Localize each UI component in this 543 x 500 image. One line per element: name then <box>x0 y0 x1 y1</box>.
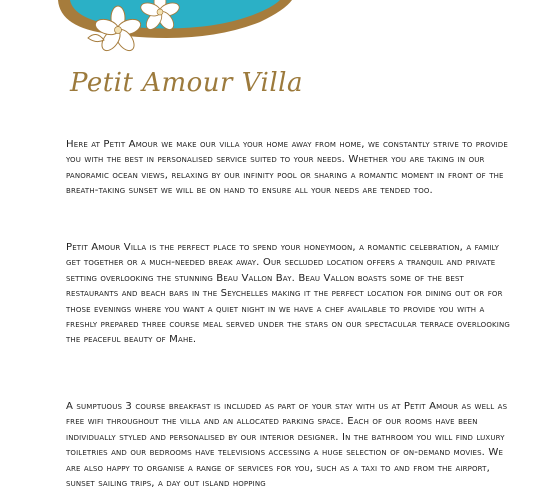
location-paragraph: Petit Amour Villa is the perfect place to spend your honeymoon, a romantic celebration, a family get together or a much-needed break away. Our secluded location offers a tranquil and private setting overlooking the stunning Beau Vallon Bay. Beau Vallon boasts some of the best restaurants and beach bars in the Seychelles making it the perfect location for dining out or for those evenings where you want a quiet night in we have a chef available to provide you with a freshly prepared three course meal served under the stars on our spectacular terrace overlooking the peaceful beauty of Mahe. <box>66 242 510 346</box>
villa-logo <box>0 0 543 110</box>
brand-wordmark: Petit Amour Villa <box>70 68 303 98</box>
intro-paragraph: Here at Petit Amour we make our villa your home away from home, we constantly strive to provide you with the best in personalised service suited to your needs. Whether you are taking in our panoramic ocean views, relaxing by our infinity pool or sharing a romantic moment in front of the breath-taking sunset we will be on hand to ensure all your needs are tended too. <box>66 139 508 197</box>
amenities-paragraph: A sumptuous 3 course breakfast is included as part of your stay with us at Petit Amour as well as free wifi throughout the villa and an allocated parking space. Each of our rooms have been individually styled and personalised by our interior designer. In the bathroom you will find luxury toiletries and our bedrooms have televisions accessing a huge selection of on-demand movies. We are also happy to organise a range of services for you, such as a taxi to and from the airport, sunset sailing trips, a day out island hopping <box>66 401 508 490</box>
